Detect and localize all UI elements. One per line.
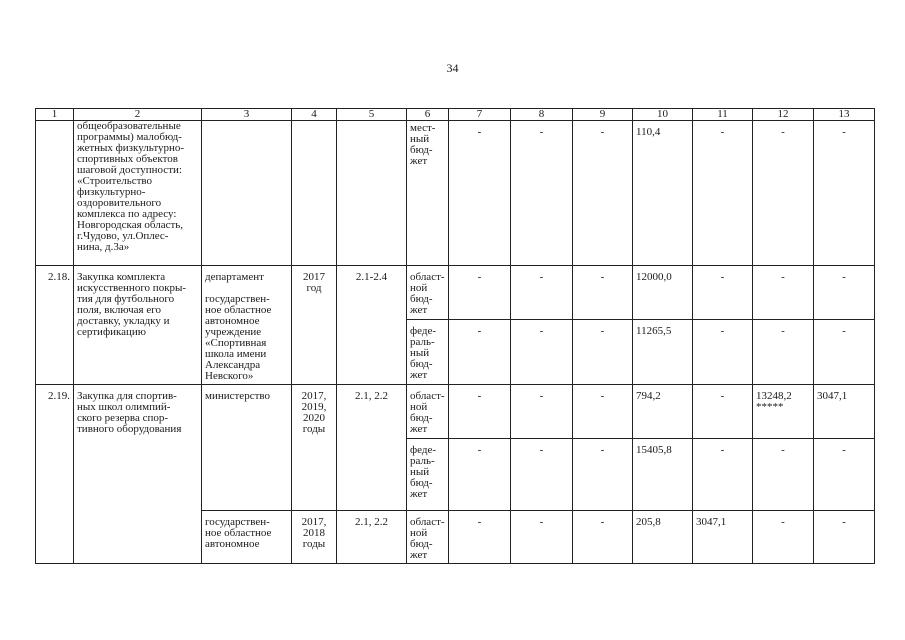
row-number-cell — [36, 121, 74, 266]
measure-name-cell: Закупка комплекта искусственного покры- тия для футбольного поля, включая его доставку, укладку и сертификацию — [74, 266, 202, 385]
targets-cell: 2.1-2.4 — [337, 266, 407, 385]
funding-source-cell: мест- ный бюд- жет — [407, 121, 449, 266]
value-cell: - — [573, 439, 633, 511]
period-cell — [292, 121, 337, 266]
executor-cell: министерство — [202, 385, 292, 511]
value-cell: - — [753, 511, 814, 564]
value-cell: - — [511, 121, 573, 266]
header-cell: 5 — [337, 109, 407, 121]
row-number-cell: 2.18. — [36, 266, 74, 385]
header-cell: 13 — [814, 109, 875, 121]
value-cell: - — [449, 439, 511, 511]
executor-cell: государствен- ное областное автономное — [202, 511, 292, 564]
funding-source-cell: феде- раль- ный бюд- жет — [407, 319, 449, 384]
value-cell: - — [814, 439, 875, 511]
value-cell: - — [693, 319, 753, 384]
value-cell: - — [573, 385, 633, 439]
value-cell: - — [814, 319, 875, 384]
header-cell: 1 — [36, 109, 74, 121]
header-cell: 11 — [693, 109, 753, 121]
value-cell: 3047,1 — [693, 511, 753, 564]
value-cell: - — [753, 266, 814, 320]
measure-name-cell: Закупка для спортив- ных школ олимпий- ского резерва спор- тивного оборудования — [74, 385, 202, 564]
period-cell: 2017, 2018 годы — [292, 511, 337, 564]
value-cell: - — [511, 266, 573, 320]
funding-source-cell: феде- раль- ный бюд- жет — [407, 439, 449, 511]
value-cell: - — [511, 439, 573, 511]
funding-source-cell: област- ной бюд- жет — [407, 266, 449, 320]
value-cell: - — [511, 511, 573, 564]
value-cell: - — [511, 319, 573, 384]
header-cell: 7 — [449, 109, 511, 121]
value-cell: 13248,2 ***** — [753, 385, 814, 439]
header-cell: 10 — [633, 109, 693, 121]
header-cell: 3 — [202, 109, 292, 121]
header-row — [36, 109, 875, 121]
measure-name-cell: общеобразовательные программы) малобюд- жетных физкультурно- спортивных объектов шаговой доступности: «Строительство физкультурно- оздоровительного комплекса по адресу: Новгородская область, г.Чудово, ул.Оплес- нина, д.3а» — [74, 121, 202, 266]
targets-cell: 2.1, 2.2 — [337, 385, 407, 511]
value-cell: - — [449, 266, 511, 320]
value-cell: 205,8 — [633, 511, 693, 564]
page-number: 34 — [446, 61, 459, 75]
value-cell: - — [449, 385, 511, 439]
table-row — [36, 385, 875, 439]
value-cell: 11265,5 — [633, 319, 693, 384]
value-cell: - — [573, 121, 633, 266]
value-cell: 3047,1 — [814, 385, 875, 439]
value-cell: - — [573, 319, 633, 384]
header-cell: 2 — [74, 109, 202, 121]
value-cell: 15405,8 — [633, 439, 693, 511]
value-cell: - — [449, 121, 511, 266]
value-cell: 110,4 — [633, 121, 693, 266]
row-number-cell: 2.19. — [36, 385, 74, 564]
value-cell: - — [693, 266, 753, 320]
value-cell: - — [573, 511, 633, 564]
header-cell: 8 — [511, 109, 573, 121]
value-cell: - — [753, 439, 814, 511]
table-row — [36, 121, 875, 266]
header-cell: 6 — [407, 109, 449, 121]
value-cell: - — [814, 266, 875, 320]
value-cell: - — [511, 385, 573, 439]
value-cell: 794,2 — [633, 385, 693, 439]
header-cell: 12 — [753, 109, 814, 121]
header-cell: 9 — [573, 109, 633, 121]
value-cell: - — [449, 319, 511, 384]
budget-table — [35, 108, 875, 564]
funding-source-cell: област- ной бюд- жет — [407, 511, 449, 564]
executor-cell: департамент государствен- ное областное автономное учреждение «Спортивная школа имени Александра Невского» — [202, 266, 292, 385]
value-cell: - — [753, 319, 814, 384]
executor-cell — [202, 121, 292, 266]
value-cell: - — [814, 121, 875, 266]
value-cell: - — [814, 511, 875, 564]
table-row — [36, 266, 875, 320]
value-cell: - — [693, 121, 753, 266]
value-cell: - — [693, 385, 753, 439]
targets-cell — [337, 121, 407, 266]
value-cell: 12000,0 — [633, 266, 693, 320]
period-cell: 2017, 2019, 2020 годы — [292, 385, 337, 511]
value-cell: - — [753, 121, 814, 266]
value-cell: - — [449, 511, 511, 564]
value-cell: - — [693, 439, 753, 511]
period-cell: 2017 год — [292, 266, 337, 385]
value-cell: - — [573, 266, 633, 320]
header-cell: 4 — [292, 109, 337, 121]
funding-source-cell: област- ной бюд- жет — [407, 385, 449, 439]
targets-cell: 2.1, 2.2 — [337, 511, 407, 564]
